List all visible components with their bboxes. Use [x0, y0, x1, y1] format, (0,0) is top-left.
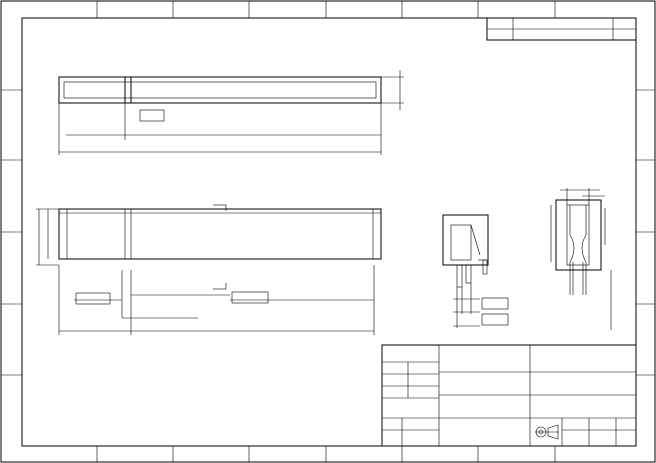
revision-block — [487, 18, 636, 40]
top-view-dimensions — [59, 70, 404, 155]
side-view — [443, 215, 508, 328]
projection-symbol-icon — [535, 425, 559, 439]
top-view — [59, 77, 381, 103]
front-view-dimensions — [36, 205, 374, 335]
front-view — [59, 209, 381, 259]
zone-ticks — [1, 1, 655, 462]
outer-frame — [1, 1, 655, 462]
title-block — [382, 345, 636, 446]
section-a-a — [551, 188, 611, 330]
